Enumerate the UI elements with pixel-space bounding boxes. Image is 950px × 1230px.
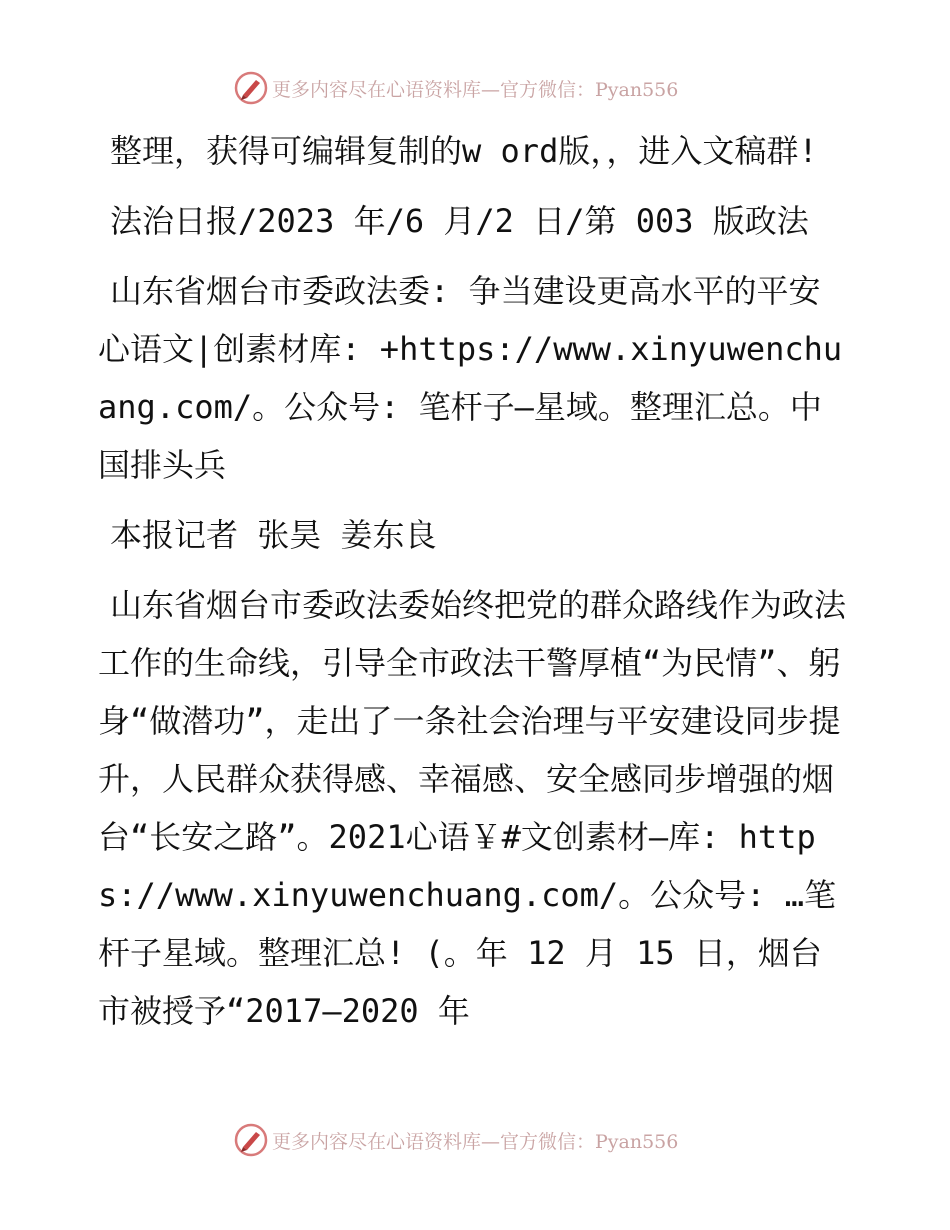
- document-body: [98, 122, 850, 1052]
- headline-paragraph: 山东省烟台市委政法委: 争当建设更高水平的平安心语文|创素材库: +https://www.xinyuwenchuang.com/。公众号: 笔杆子—星域。整理汇总。中国排头兵: [98, 272, 843, 484]
- watermark-text: 更多内容尽在心语资料库—官方微信：Pyan556: [272, 78, 679, 101]
- source-line: 法治日报/2023 年/6 月/2 日/第 003 版政法: [110, 202, 809, 240]
- watermark-text: 更多内容尽在心语资料库—官方微信：Pyan556: [272, 1130, 679, 1153]
- header-watermark-banner: [234, 70, 714, 106]
- pen-logo-icon: [234, 1123, 268, 1157]
- byline: 本报记者 张昊 姜东良: [110, 516, 437, 554]
- intro-paragraph: 整理，获得可编辑复制的w ord版，，进入文稿群!: [110, 132, 818, 170]
- body-paragraph: 山东省烟台市委政法委始终把党的群众路线作为政法工作的生命线，引导全市政法干警厚植“为民情”、躬身“做潜功”，走出了一条社会治理与平安建设同步提升，人民群众获得感、幸福感、安全感同步增强的烟台“长安之路”。2021心语￥#文创素材—库: https://www.xinyuwenchuang.com/。公众号: …笔杆子星域。整理汇总! (。年 12 月 15 日，烟台市被授予“2017—2020 年: [98, 586, 847, 1030]
- footer-watermark-banner: [234, 1122, 714, 1158]
- pen-logo-icon: [234, 71, 268, 105]
